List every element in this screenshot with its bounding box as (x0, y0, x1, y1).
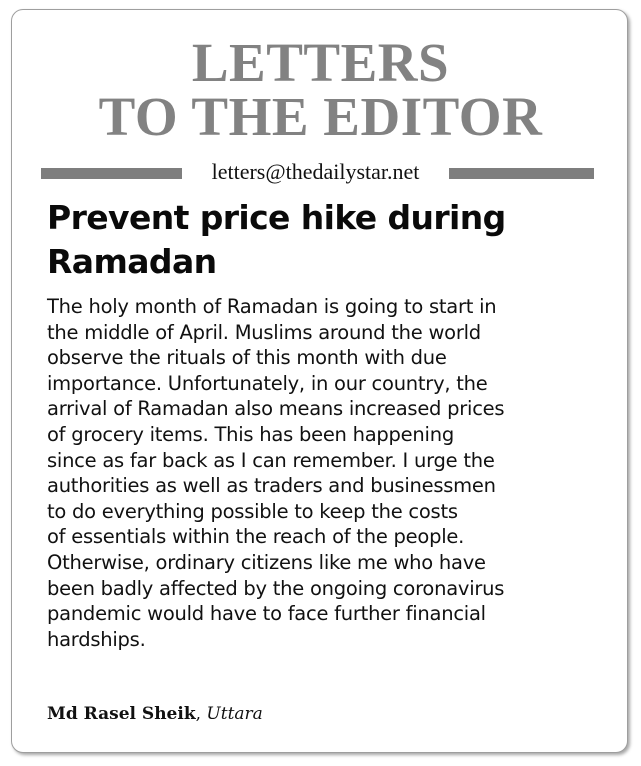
body-line: observe the rituals of this month with due (47, 346, 447, 370)
author-name: Md Rasel Sheik (47, 704, 196, 724)
signature-separator: , (195, 704, 207, 724)
body-line: of grocery items. This has been happening (47, 422, 454, 446)
body-line: of essentials within the reach of the people. (47, 525, 465, 549)
masthead-line-letters: LETTERS (191, 32, 450, 93)
body-line: arrival of Ramadan also means increased prices (47, 397, 505, 421)
letter-headline (47, 196, 607, 284)
body-line: pandemic would have to face further financial (47, 602, 486, 626)
body-line: hardships. (47, 627, 146, 651)
body-line: the middle of April. Muslims around the world (47, 320, 481, 344)
body-line: importance. Unfortunately, in our country, the (47, 371, 488, 395)
body-line: The holy month of Ramadan is going to start in (47, 295, 497, 318)
letter-signature (47, 701, 263, 727)
body-line: authorities as well as traders and businessmen (47, 474, 496, 498)
headline-line: Ramadan (47, 242, 217, 281)
body-line: to do everything possible to keep the costs (47, 499, 458, 523)
left-divider-bar (41, 168, 182, 179)
letter-body (47, 294, 622, 652)
author-location: Uttara (206, 704, 263, 724)
email-rule-row (41, 158, 594, 186)
masthead-line-to-the-editor: TO THE EDITOR (98, 86, 543, 147)
body-line: since as far back as I can remember. I urge the (47, 448, 495, 472)
body-line: been badly affected by the ongoing coronavirus (47, 576, 505, 600)
section-masthead (0, 32, 641, 147)
right-divider-bar (449, 168, 594, 179)
headline-line: Prevent price hike during (47, 198, 506, 237)
body-line: Otherwise, ordinary citizens like me who have (47, 550, 486, 574)
editor-email: letters@thedailystar.net (211, 159, 420, 184)
